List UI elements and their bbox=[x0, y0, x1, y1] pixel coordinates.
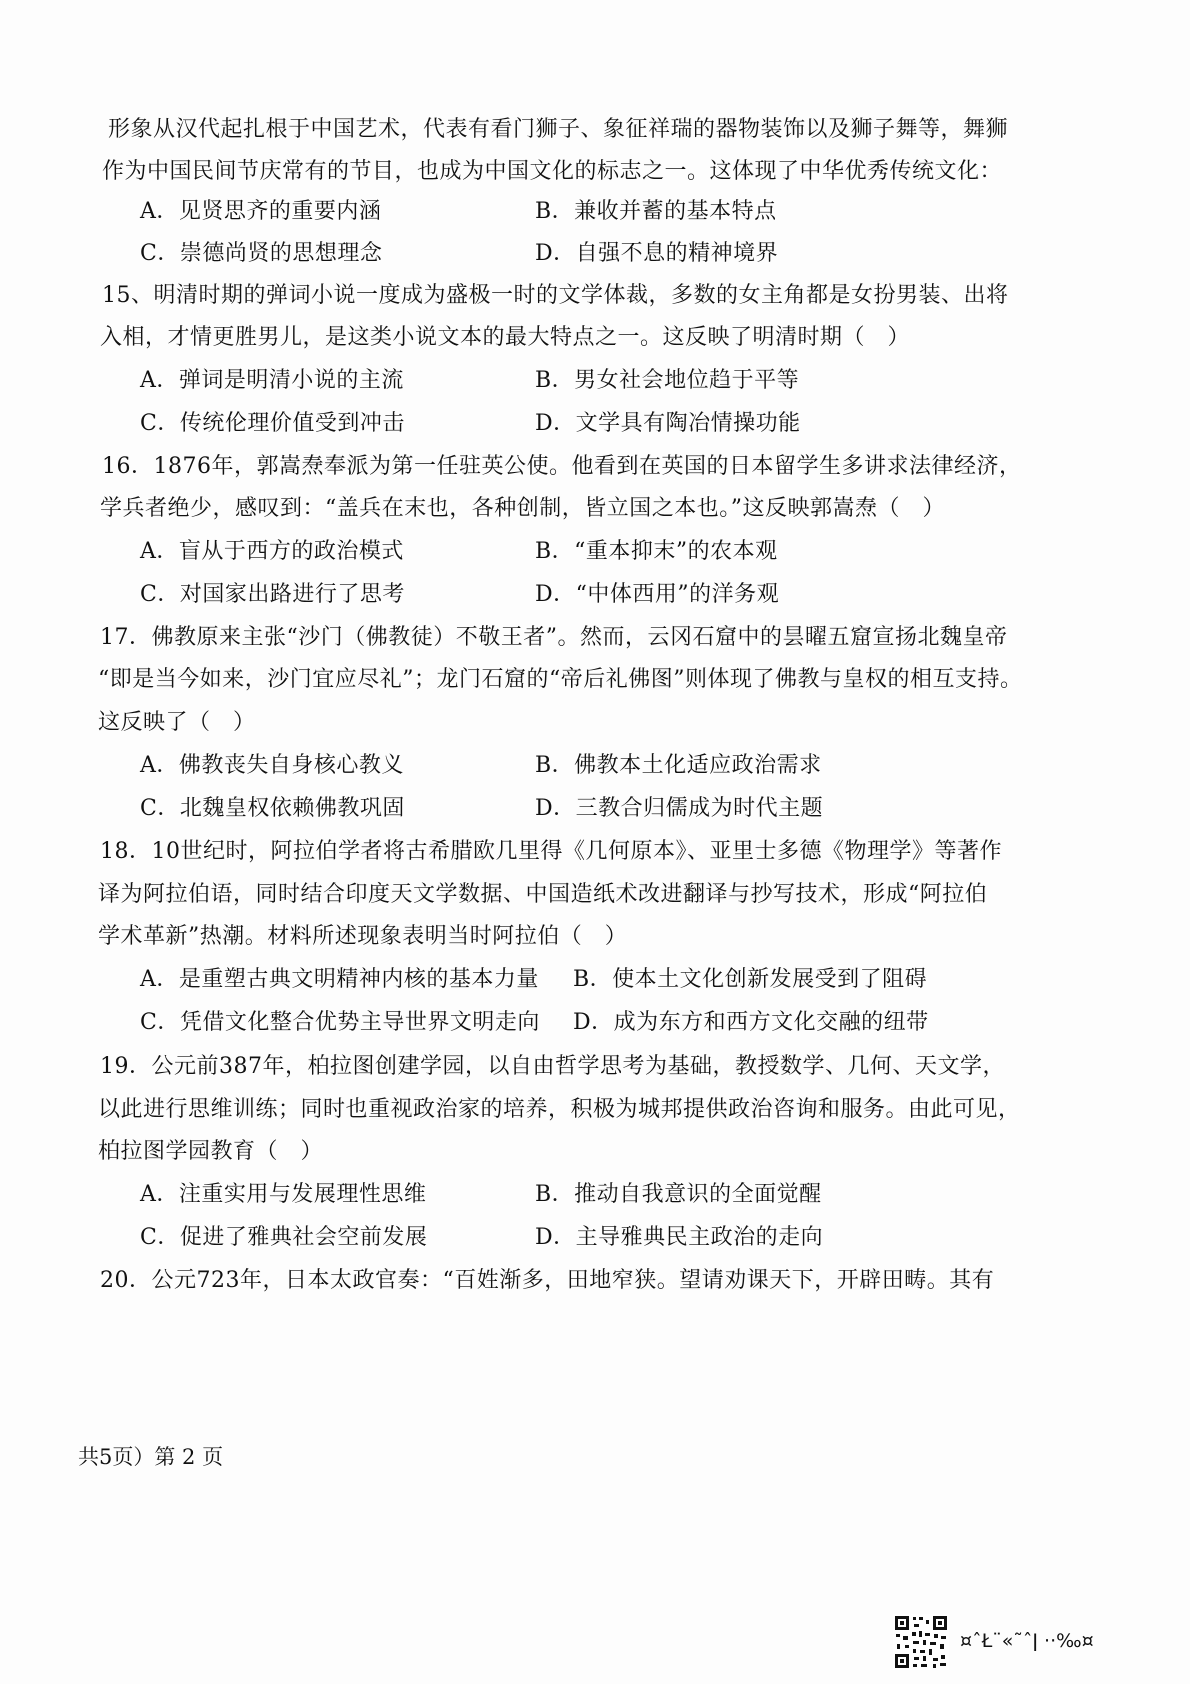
q19-text-line-1: 19．公元前387年，柏拉图创建学园，以自由哲学思考为基础，教授数学、几何、天文学， bbox=[100, 1054, 1005, 1079]
q14-option-b[interactable]: B．兼收并蓄的基本特点 bbox=[535, 199, 777, 224]
q18-option-b[interactable]: B．使本土文化创新发展受到了阻碍 bbox=[573, 967, 928, 992]
q18-text-line-3: 学术革新”热潮。材料所述现象表明当时阿拉伯（ ） bbox=[98, 924, 628, 949]
q14-option-d[interactable]: D．自强不息的精神境界 bbox=[535, 241, 779, 266]
q16-option-a[interactable]: A．盲从于西方的政治模式 bbox=[140, 539, 404, 564]
page-number: 共5页）第 2 页 bbox=[78, 1445, 224, 1469]
q17-option-b[interactable]: B．佛教本土化适应政治需求 bbox=[535, 753, 822, 778]
q19-option-d[interactable]: D．主导雅典民主政治的走向 bbox=[535, 1225, 824, 1250]
q17-text-line-2: “即是当今如来，沙门宜应尽礼”；龙门石窟的“帝后礼佛图”则体现了佛教与皇权的相互支持。 bbox=[98, 667, 1023, 692]
q17-text-line-3: 这反映了（ ） bbox=[98, 710, 256, 735]
q19-option-a[interactable]: A．注重实用与发展理性思维 bbox=[140, 1182, 427, 1207]
q18-option-d[interactable]: D．成为东方和西方文化交融的纽带 bbox=[573, 1010, 929, 1035]
q14-text-line-1: 形象从汉代起扎根于中国艺术，代表有看门狮子、象征祥瑞的器物装饰以及狮子舞等，舞狮 bbox=[108, 117, 1009, 142]
q18-text-line-1: 18．10世纪时，阿拉伯学者将古希腊欧几里得《几何原本》、亚里士多德《物理学》等著作 bbox=[100, 839, 1002, 864]
q16-option-d[interactable]: D．“中体西用”的洋务观 bbox=[535, 582, 780, 607]
q17-option-c[interactable]: C．北魏皇权依赖佛教巩固 bbox=[140, 796, 405, 821]
q14-option-a[interactable]: A．见贤思齐的重要内涵 bbox=[140, 199, 382, 224]
q18-option-a[interactable]: A．是重塑古典文明精神内核的基本力量 bbox=[140, 967, 539, 992]
q15-option-b[interactable]: B．男女社会地位趋于平等 bbox=[535, 368, 800, 393]
q15-option-a[interactable]: A．弹词是明清小说的主流 bbox=[140, 368, 404, 393]
q16-text-line-1: 16．1876年，郭嵩焘奉派为第一任驻英公使。他看到在英国的日本留学生多讲求法律经济， bbox=[102, 454, 1022, 479]
qr-caption: ¤ˆŁ¨«˜ˆǀ ··‰¤ bbox=[960, 1630, 1094, 1652]
q18-text-line-2: 译为阿拉伯语，同时结合印度天文学数据、中国造纸术改进翻译与抄写技术，形成“阿拉伯 bbox=[98, 882, 988, 907]
q17-option-d[interactable]: D．三教合归儒成为时代主题 bbox=[535, 796, 824, 821]
q19-option-b[interactable]: B．推动自我意识的全面觉醒 bbox=[535, 1182, 822, 1207]
q20-text-line-1: 20．公元723年，日本太政官奏：“百姓渐多，田地窄狭。望请劝课天下，开辟田畴。其有 bbox=[100, 1268, 995, 1293]
q18-option-c[interactable]: C．凭借文化整合优势主导世界文明走向 bbox=[140, 1010, 540, 1035]
q15-option-d[interactable]: D．文学具有陶冶情操功能 bbox=[535, 411, 801, 436]
q16-option-b[interactable]: B．“重本抑末”的农本观 bbox=[535, 539, 778, 564]
q17-text-line-1: 17．佛教原来主张“沙门（佛教徒）不敬王者”。然而，云冈石窟中的昙曜五窟宣扬北魏皇帝 bbox=[100, 625, 1008, 650]
q19-option-c[interactable]: C．促进了雅典社会空前发展 bbox=[140, 1225, 428, 1250]
qr-code-icon[interactable] bbox=[893, 1614, 949, 1670]
q15-text-line-2: 入相，才情更胜男儿，是这类小说文本的最大特点之一。这反映了明清时期（ ） bbox=[100, 325, 911, 350]
q16-text-line-2: 学兵者绝少，感叹到：“盖兵在末也，各种创制，皆立国之本也。”这反映郭嵩焘（ ） bbox=[100, 496, 945, 521]
q15-option-c[interactable]: C．传统伦理价值受到冲击 bbox=[140, 411, 405, 436]
q14-text-line-2: 作为中国民间节庆常有的节目，也成为中国文化的标志之一。这体现了中华优秀传统文化： bbox=[102, 159, 1003, 184]
q15-text-line-1: 15、明清时期的弹词小说一度成为盛极一时的文学体裁，多数的女主角都是女扮男装、出将 bbox=[102, 283, 1009, 308]
q17-option-a[interactable]: A．佛教丧失自身核心教义 bbox=[140, 753, 404, 778]
q14-option-c[interactable]: C．崇德尚贤的思想理念 bbox=[140, 241, 383, 266]
q19-text-line-3: 柏拉图学园教育（ ） bbox=[98, 1139, 324, 1164]
q19-text-line-2: 以此进行思维训练；同时也重视政治家的培养，积极为城邦提供政治咨询和服务。由此可见， bbox=[98, 1097, 1021, 1122]
q16-option-c[interactable]: C．对国家出路进行了思考 bbox=[140, 582, 405, 607]
